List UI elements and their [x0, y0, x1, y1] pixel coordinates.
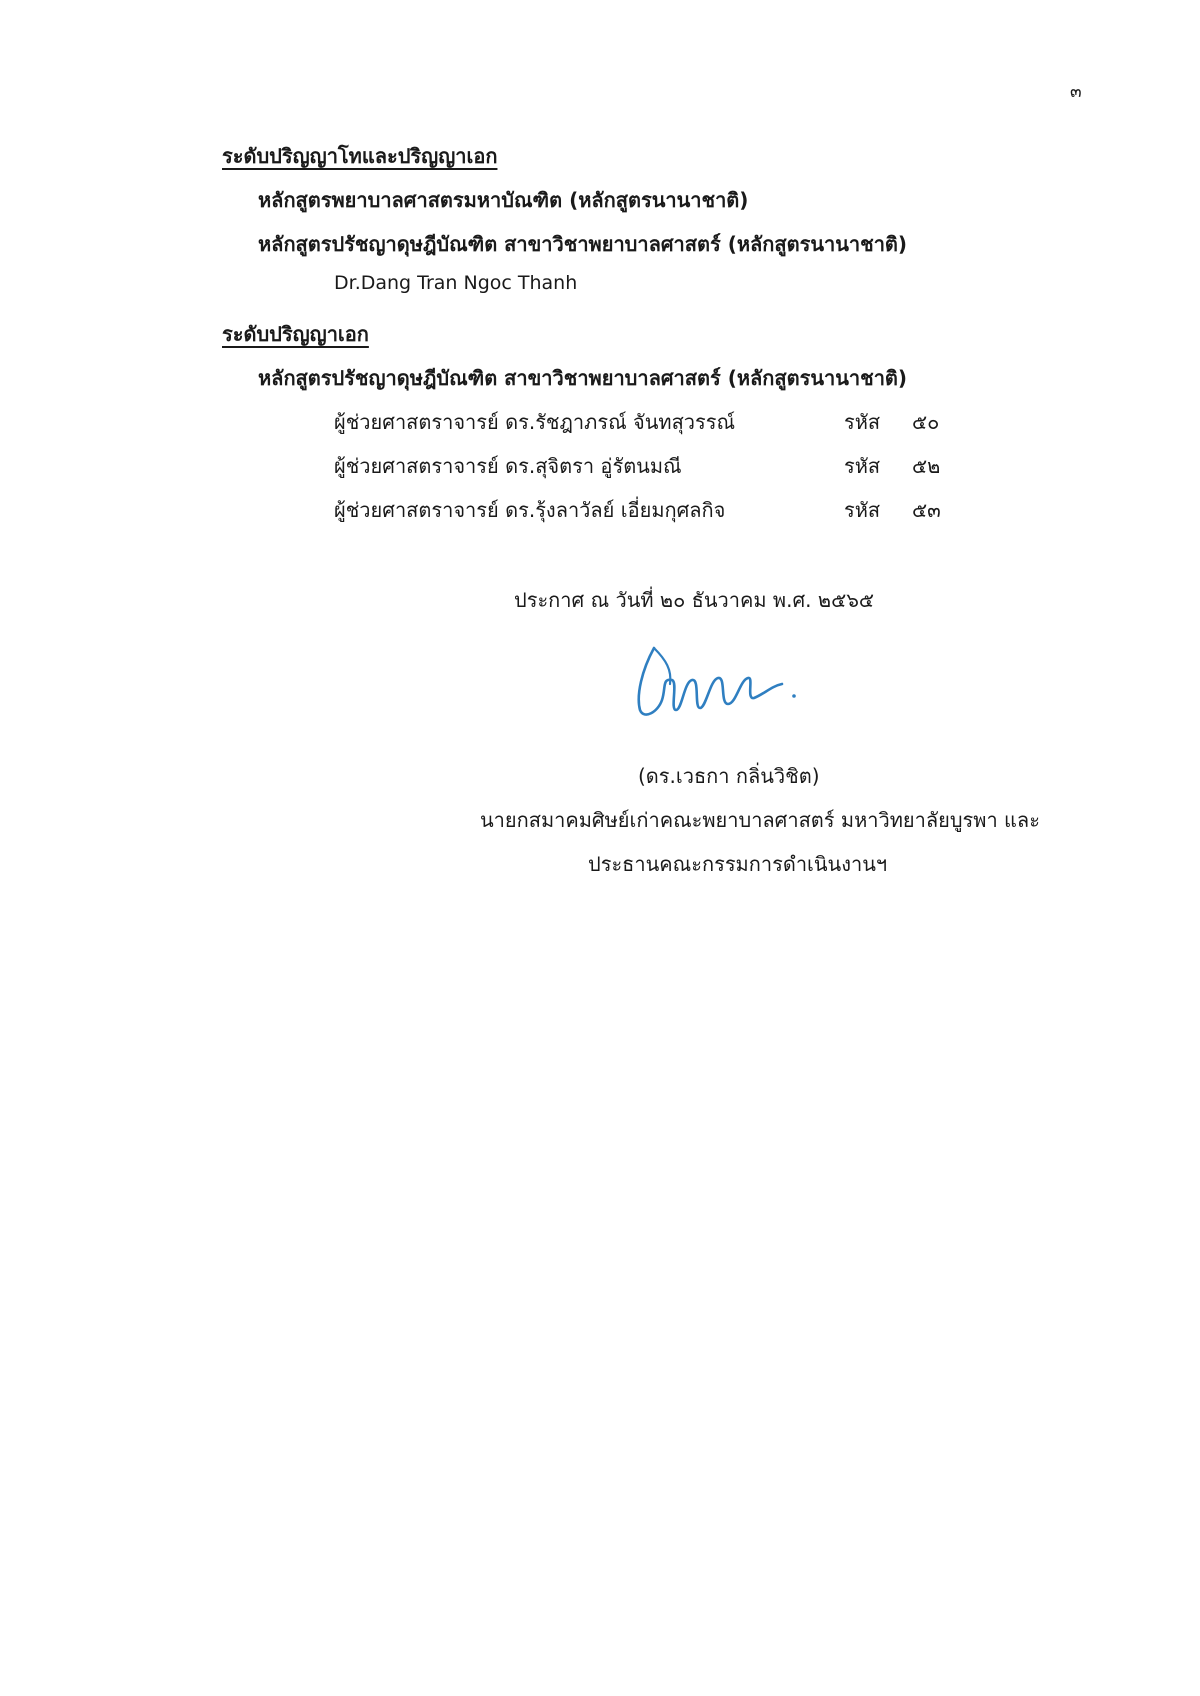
- signatory-title: นายกสมาคมศิษย์เก่าคณะพยาบาลศาสตร์ มหาวิทยาลัยบูรพา และ: [480, 808, 1040, 832]
- code-value: ๕๓: [912, 498, 941, 522]
- signatory-title: ประธานคณะกรรมการดำเนินงานฯ: [588, 852, 888, 876]
- person-name: Dr.Dang Tran Ngoc Thanh: [334, 272, 578, 294]
- person-name: ผู้ช่วยศาสตราจารย์ ดร.สุจิตรา อู่รัตนมณี: [334, 454, 682, 478]
- code-value: ๕๒: [912, 454, 941, 478]
- signatory-name: (ดร.เวธกา กลิ่นวิชิต): [638, 764, 820, 788]
- code-label: รหัส: [844, 454, 881, 478]
- handwritten-signature: [632, 640, 812, 730]
- person-name: ผู้ช่วยศาสตราจารย์ ดร.รุ้งลาวัลย์ เอี่ยมกุศลกิจ: [334, 498, 726, 522]
- code-value: ๕๐: [912, 410, 940, 434]
- program-title: หลักสูตรปรัชญาดุษฎีบัณฑิต สาขาวิชาพยาบาลศาสตร์ (หลักสูตรนานาชาติ): [258, 232, 908, 256]
- program-title: หลักสูตรพยาบาลศาสตรมหาบัณฑิต (หลักสูตรนานาชาติ): [258, 188, 749, 212]
- announcement-date: ประกาศ ณ วันที่ ๒๐ ธันวาคม พ.ศ. ๒๕๖๕: [514, 588, 875, 612]
- page-number: ๓: [1070, 82, 1082, 102]
- code-label: รหัส: [844, 498, 881, 522]
- code-label: รหัส: [844, 410, 881, 434]
- program-title: หลักสูตรปรัชญาดุษฎีบัณฑิต สาขาวิชาพยาบาลศาสตร์ (หลักสูตรนานาชาติ): [258, 366, 908, 390]
- section-heading-masters-doctoral: ระดับปริญญาโทและปริญญาเอก: [222, 144, 498, 168]
- section-heading-doctoral: ระดับปริญญาเอก: [222, 322, 369, 346]
- person-name: ผู้ช่วยศาสตราจารย์ ดร.รัชฎาภรณ์ จันทสุวรรณ์: [334, 410, 736, 434]
